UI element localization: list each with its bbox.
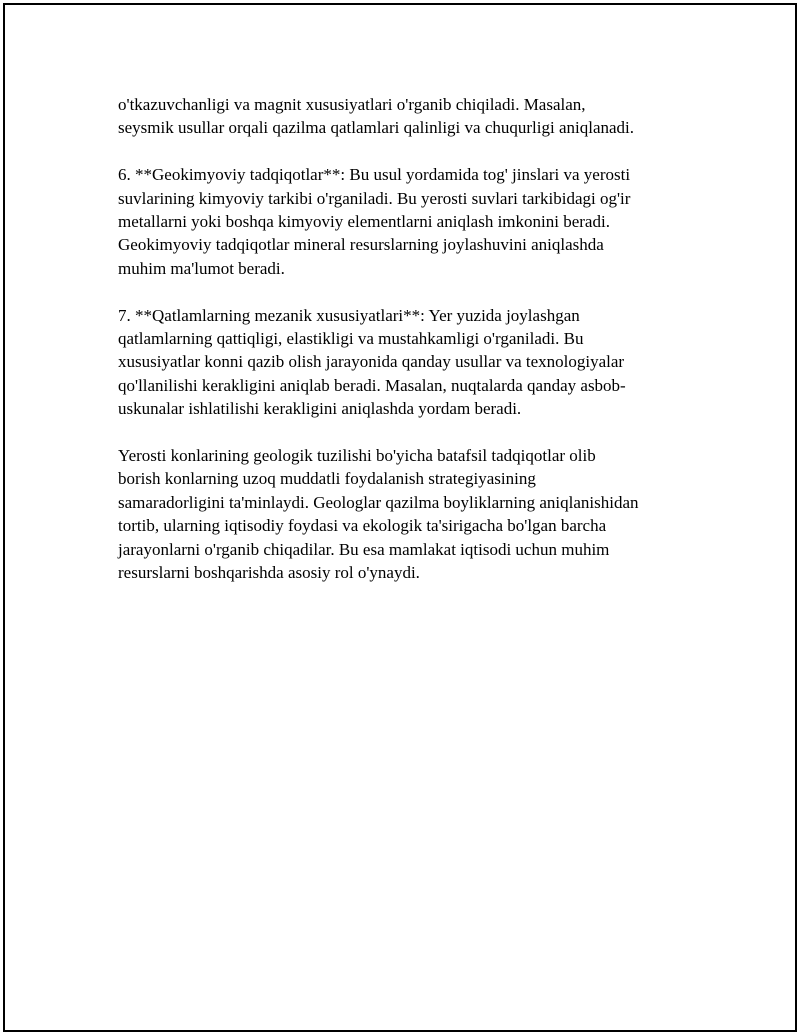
document-body bbox=[118, 93, 698, 608]
paragraph-mechanical-properties: 7. **Qatlamlarning mezanik xususiyatlari**: Yer yuzida joylashgan qatlamlarning qattiqligi, elastikligi va mustahkamligi o'rganiladi. Bu xususiyatlar konni qazib olish jarayonida qanday usullar va texnologiyalar qo'llanilishi kerakligini aniqlab beradi. Masalan, nuqtalarda qanday asbob- uskunalar ishlatilishi kerakligini aniqlashda yordam beradi. bbox=[118, 305, 626, 419]
paragraph-geochemical-research: 6. **Geokimyoviy tadqiqotlar**: Bu usul yordamida tog' jinslari va yerosti suvlarining kimyoviy tarkibi o'rganiladi. Bu yerosti suvlari tarkibidagi og'ir metallarni yoki boshqa kimyoviy elementlarni aniqlash imkonini beradi. Geokimyoviy tadqiqotlar mineral resurslarning joylashuvini aniqlashda muhim ma'lumot beradi. bbox=[118, 165, 631, 278]
paragraph-conclusion: Yerosti konlarining geologik tuzilishi bo'yicha batafsil tadqiqotlar olib borish konlarning uzoq muddatli foydalanish strategiyasining samaradorligini ta'minlaydi. Geologlar qazilma boyliklarning aniqlanishidan tortib, ularning iqtisodiy foydasi va ekologik ta'sirigacha bo'lgan barcha jarayonlarni o'rganib chiqadilar. Bu esa mamlakat iqtisodi uchun muhim resurslarni boshqarishda asosiy rol o'ynaydi. bbox=[118, 446, 639, 583]
paragraph-properties-continuation: o'tkazuvchanligi va magnit xususiyatlari o'rganib chiqiladi. Masalan, seysmik usullar orqali qazilma qatlamlari qalinligi va chuqurligi aniqlanadi. bbox=[118, 95, 635, 138]
